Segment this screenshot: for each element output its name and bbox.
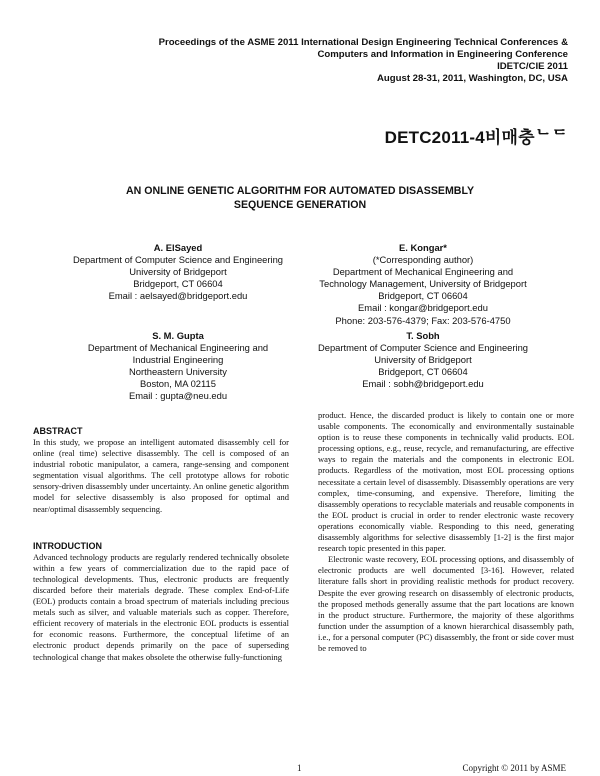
author-phone: Phone: 203-576-4379; Fax: 203-576-4750 (335, 314, 511, 326)
right-paragraph-1: product. Hence, the discarded product is likely to contain one or more usable components. The economically and environmentally sustainable option is to reuse these components in technically valid products. EOL processing options, e.g., reuse, recycle, and remanufacturing, are effective ways to regain the materials and the components in electronic EOL products. Regardless of the motivation, most EOL processing options necessitate a certain level of disassembly. Disassembly operations are very complex, time-consuming, and expensive. Therefore, limiting the disassembly operations to recyclable materials and reusable components in the EOL product is crucial in order to render electronic waste recovery operations economically viable. Responding to this need, generating disassembly algorithms for selective disassembly [1-2] is the first major research topic presented in this paper. (318, 410, 574, 554)
section-spacer (33, 515, 289, 528)
proceedings-header (108, 37, 568, 85)
author-email: Email : gupta@neu.edu (128, 390, 228, 402)
author-affiliation: Industrial Engineering (132, 354, 224, 366)
author-name: E. Kongar* (399, 242, 447, 253)
left-column (33, 426, 289, 663)
author-address: Bridgeport, CT 06604 (378, 290, 468, 302)
introduction-text: Advanced technology products are regularly rendered technically obsolete within a few years of commercialization due to the rapid pace of technological developments. Thus, electronic products are frequently discarded before their materials degrade. These complex End-of-Life (EOL) products contain a broad spectrum of materials including precious metals such as silver, and valuable materials such as copper. Therefore, efficient recovery of materials in the electronic EOL products is essential for economic reasons. Furthermore, the conceptual lifetime of an electronic product depends primarily on the pace of superseding technological change that makes obsolete the otherwise fully-functioning (33, 551, 289, 662)
author-name: S. M. Gupta (152, 330, 204, 341)
author-address: Bridgeport, CT 06604 (133, 278, 223, 290)
header-line-2: Computers and Information in Engineering Conference (317, 49, 568, 60)
header-line-3: IDETC/CIE 2011 (497, 61, 568, 72)
author-block-gupta (48, 330, 308, 403)
author-note: (*Corresponding author) (372, 254, 474, 266)
author-affiliation: Northeastern University (129, 366, 227, 378)
page-number: 1 (297, 763, 302, 773)
title-line-1: AN ONLINE GENETIC ALGORITHM FOR AUTOMATED DISASSEMBLY (125, 185, 475, 197)
author-affiliation: Technology Management, University of Bridgeport (319, 278, 527, 290)
abstract-text: In this study, we propose an intelligent automated disassembly cell for online (real time) selective disassembly. The cell is composed of an industrial robotic manipulator, a camera, range-sensing and component segmentation visual algorithms. The cell prototype allows for robotic sensory-driven disassembly under uncertainty. An online genetic algorithm model for selective disassembly is also proposed for optimal and near/optimal disassembly sequencing. (33, 437, 289, 514)
header-line-4: August 28-31, 2011, Washington, DC, USA (376, 73, 568, 84)
author-block-elsayed (48, 242, 308, 302)
author-block-kongar (292, 242, 554, 327)
author-email: Email : kongar@bridgeport.edu (358, 302, 488, 314)
author-affiliation: University of Bridgeport (374, 354, 472, 366)
author-affiliation: Department of Computer Science and Engineering (317, 342, 529, 354)
section-spacer (33, 528, 289, 541)
header-line-1: Proceedings of the ASME 2011 International Design Engineering Technical Conferences & (158, 37, 568, 48)
paper-id: DETC2011-4비매충ᄂᄃ (384, 128, 568, 147)
title-line-2: SEQUENCE GENERATION (233, 199, 367, 211)
author-name: T. Sobh (406, 330, 440, 341)
author-affiliation: University of Bridgeport (129, 266, 227, 278)
author-block-sobh (292, 330, 554, 390)
author-email: Email : aelsayed@bridgeport.edu (108, 290, 248, 302)
author-address: Boston, MA 02115 (140, 378, 216, 390)
right-paragraph-2: Electronic waste recovery, EOL processing options, and disassembly of electronic products are well documented [3-16]. However, related literature falls short in providing realistic methods for product recovery. Despite the ever growing research on disassembly of electronic products, the proposed methods generally assume that the part locations are known in the product structure. Furthermore, the majority of these algorithms function under the assumption of a known hierarchical disassembly path, i.e., for a personal computer (PC) disassembly, the front or side cover must be removed to (318, 554, 574, 653)
author-affiliation: Department of Mechanical Engineering and (87, 342, 269, 354)
right-column (318, 410, 574, 654)
author-affiliation: Department of Mechanical Engineering and (332, 266, 514, 278)
introduction-heading: INTRODUCTION (33, 540, 102, 551)
copyright-notice: Copyright © 2011 by ASME (462, 763, 566, 773)
paper-title (60, 184, 540, 212)
author-email: Email : sobh@bridgeport.edu (362, 378, 484, 390)
author-affiliation: Department of Computer Science and Engineering (72, 254, 284, 266)
abstract-heading: ABSTRACT (33, 426, 83, 436)
author-address: Bridgeport, CT 06604 (378, 366, 468, 378)
author-name: A. ElSayed (153, 242, 203, 253)
